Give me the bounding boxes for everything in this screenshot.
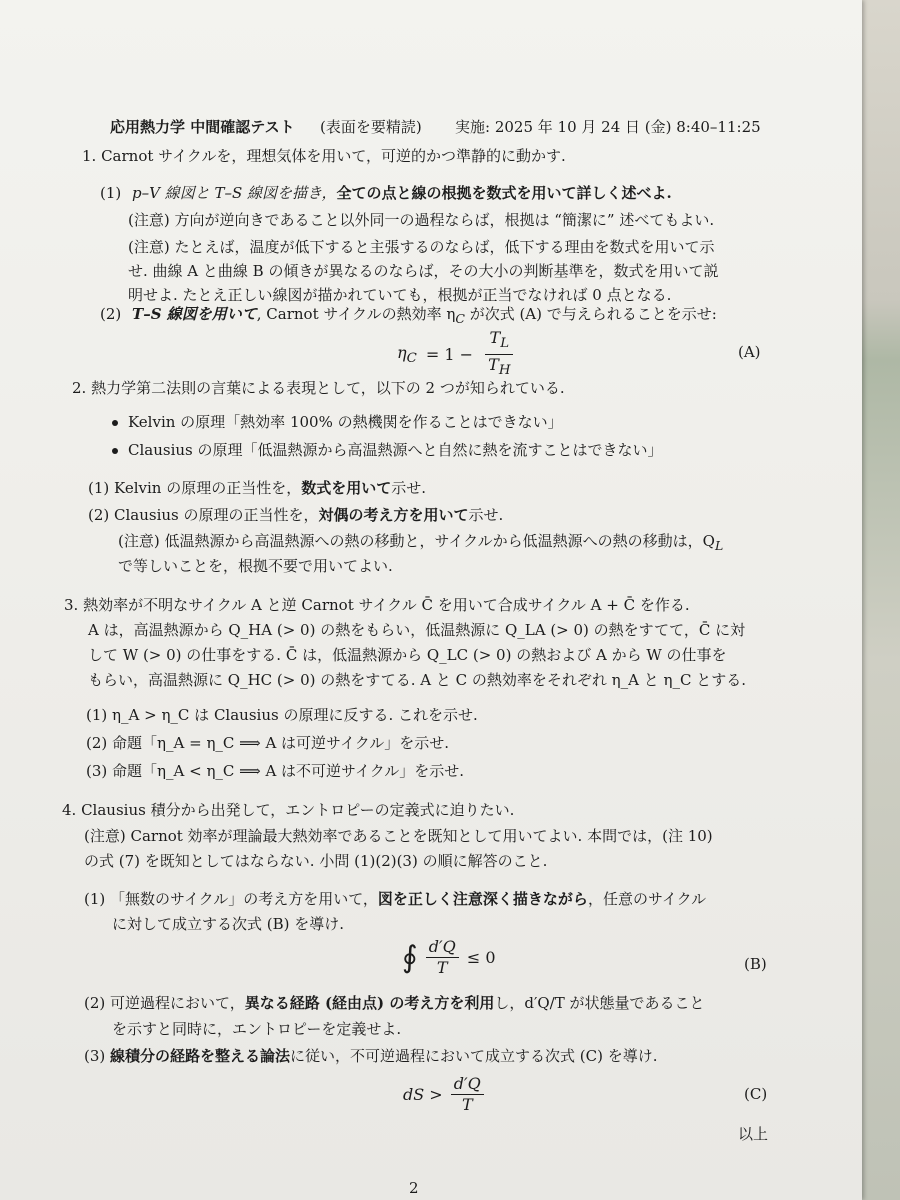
q2-part1-emphasis: 数式を用いて — [301, 479, 392, 497]
equation-c-label: (C) — [744, 1085, 768, 1103]
q3-line1: 3. 熱効率が不明なサイクル A と逆 Carnot サイクル C̄ を用いて合成サイクル A + C̄ を作る. — [64, 596, 690, 614]
q2-part2-text: (2) Clausius の原理の正当性を， — [88, 506, 319, 524]
q1-part2-number: (2) — [100, 305, 122, 323]
q4-part1-line2: に対して成立する次式 (B) を導け. — [112, 915, 345, 933]
q4-lead: 4. Clausius 積分から出発して，エントロピーの定義式に迫りたい. — [62, 801, 515, 819]
bullet-icon — [112, 448, 118, 454]
eq-a-eta: η — [397, 343, 407, 363]
q1-part2 — [100, 304, 717, 329]
q2-part2 — [88, 505, 503, 525]
q1-note2-line3: 明せよ. たとえ正しい線図が描かれていても，根拠が正当でなければ 0 点となる. — [128, 286, 672, 304]
q1-part1-text: p–V 線図と T–S 線図を描き， — [132, 184, 337, 202]
q1-part2-text: , Carnot サイクルの熱効率 η — [256, 305, 456, 323]
q4-part1-tail: ，任意のサイクル — [587, 890, 707, 908]
q2-part1-text: (1) Kelvin の原理の正当性を， — [88, 479, 302, 497]
q2-part1-tail: 示せ. — [391, 479, 426, 497]
q4-part2-tail: し，d′Q/T が状態量であること — [494, 994, 705, 1012]
q4-part1-text: (1) 「無数のサイクル」の考え方を用いて， — [84, 890, 378, 908]
eq-a-mid: = 1 − — [425, 345, 474, 365]
q2-note-sub: L — [714, 538, 724, 553]
eq-c-den: T — [461, 1095, 473, 1114]
q3-part2: (2) 命題「η_A = η_C ⟹ A は可逆サイクル」を示せ. — [86, 734, 450, 752]
q1-part1-number: (1) — [100, 184, 122, 202]
q2-bullet-kelvin — [112, 412, 563, 432]
q2-bullet-kelvin-text: Kelvin の原理「熱効率 100% の熱機関を作ることはできない」 — [128, 413, 563, 431]
q4-part2-line2: を示すと同時に，エントロピーを定義せよ. — [112, 1020, 402, 1038]
eq-b-num: d′Q — [426, 937, 459, 958]
eq-b-den: T — [436, 958, 448, 977]
q1-note1: (注意) 方向が逆向きであること以外同一の過程ならば，根拠は “簡潔に” 述べてもよい. — [128, 211, 715, 229]
q2-part1 — [88, 478, 426, 498]
contour-integral-icon: ∮ — [402, 940, 418, 975]
q4-part3-number: (3) — [84, 1047, 111, 1065]
eq-b-fraction — [426, 937, 459, 978]
q2-bullet-clausius — [112, 440, 663, 460]
end-mark: 以上 — [738, 1125, 769, 1143]
q1-part1 — [100, 183, 672, 203]
equation-c — [403, 1074, 487, 1115]
q4-part2 — [84, 993, 705, 1013]
eq-c-num: d′Q — [451, 1074, 484, 1095]
q4-part2-text: (2) 可逆過程において， — [84, 994, 245, 1012]
exam-title: 応用熱力学 中間確認テスト — [110, 118, 295, 136]
q2-note-text: (注意) 低温熱源から高温熱源への熱の移動と，サイクルから低温熱源への熱の移動は，Q — [118, 532, 715, 550]
eq-a-eta-sub: C — [406, 351, 417, 367]
q2-bullet-clausius-text: Clausius の原理「低温熱源から高温熱源へと自然に熱を流すことはできない」 — [128, 441, 663, 459]
eq-a-num: T — [489, 328, 501, 347]
equation-a — [397, 328, 516, 381]
eq-a-den: T — [488, 355, 499, 375]
q4-part3 — [84, 1046, 658, 1066]
exam-note: (表面を要精読) — [320, 118, 422, 136]
eq-c-left: dS > — [403, 1085, 443, 1104]
q1-note2-line1: (注意) たとえば，温度が低下すると主張するのならば，低下する理由を数式を用いて示 — [128, 238, 715, 256]
q2-lead: 2. 熱力学第二法則の言葉による表現として，以下の 2 つが知られている. — [72, 379, 565, 397]
q1-note2-line2: せ. 曲線 A と曲線 B の傾きが異なるのならば，その大小の判断基準を，数式を用いて説 — [128, 262, 719, 280]
q4-part3-emphasis: 線積分の経路を整える論法 — [110, 1047, 291, 1065]
q1-part2-emphasis: T–S 線図を用いて — [132, 305, 257, 323]
equation-b — [402, 937, 496, 978]
eq-b-relation: ≤ 0 — [466, 948, 496, 967]
eq-a-den-sub: H — [498, 363, 511, 379]
q2-part2-tail: 示せ. — [468, 506, 504, 524]
q4-part1-emphasis: 図を正しく注意深く描きながら — [377, 890, 588, 908]
eq-c-fraction — [451, 1074, 484, 1115]
q1-part1-emphasis: 全ての点と線の根拠を数式を用いて詳しく述べよ. — [336, 184, 672, 202]
eq-a-num-sub: L — [500, 336, 510, 352]
q3-part1: (1) η_A > η_C は Clausius の原理に反する. これを示せ. — [86, 706, 478, 724]
q1-lead: 1. Carnot サイクルを，理想気体を用いて，可逆的かつ準静的に動かす. — [82, 147, 566, 165]
q4-part3-tail: に従い，不可逆過程において成立する次式 (C) を導け. — [290, 1047, 658, 1065]
q4-part2-emphasis: 異なる経路 (経由点) の考え方を利用 — [244, 994, 495, 1012]
q1-part2-sub: C — [455, 311, 465, 326]
q3-line3: して W (> 0) の仕事をする. C̄ は，低温熱源から Q_LC (> 0) の熱および A から W の仕事を — [88, 646, 727, 664]
q3-line2: A は，高温熱源から Q_HA (> 0) の熱をもらい，低温熱源に Q_LA (> 0) の熱をすてて，C̄ に対 — [88, 621, 746, 639]
eq-a-fraction — [485, 328, 513, 381]
equation-b-label: (B) — [744, 955, 767, 973]
exam-date: 実施: 2025 年 10 月 24 日 (金) 8:40–11:25 — [455, 118, 761, 136]
q4-part1 — [84, 889, 706, 909]
equation-a-label: (A) — [738, 343, 761, 361]
q3-line4: もらい，高温熱源に Q_HC (> 0) の熱をすてる. A と C の熱効率をそれぞれ η_A と η_C とする. — [88, 671, 746, 689]
q4-note-line1: (注意) Carnot 効率が理論最大熱効率であることを既知として用いてよい. 本問では，(注 10) — [84, 827, 713, 845]
q2-note-line2: で等しいことを，根拠不要で用いてよい. — [118, 557, 393, 575]
q4-note-line2: の式 (7) を既知としてはならない. 小問 (1)(2)(3) の順に解答のこと. — [84, 852, 548, 870]
q1-part2-tail: が次式 (A) で与えられることを示せ: — [469, 305, 717, 323]
page-number: 2 — [409, 1179, 419, 1197]
q2-note-line1 — [118, 531, 723, 556]
q2-part2-emphasis: 対偶の考え方を用いて — [318, 506, 469, 524]
bullet-icon — [112, 420, 118, 426]
q3-part3: (3) 命題「η_A < η_C ⟹ A は不可逆サイクル」を示せ. — [86, 762, 465, 780]
